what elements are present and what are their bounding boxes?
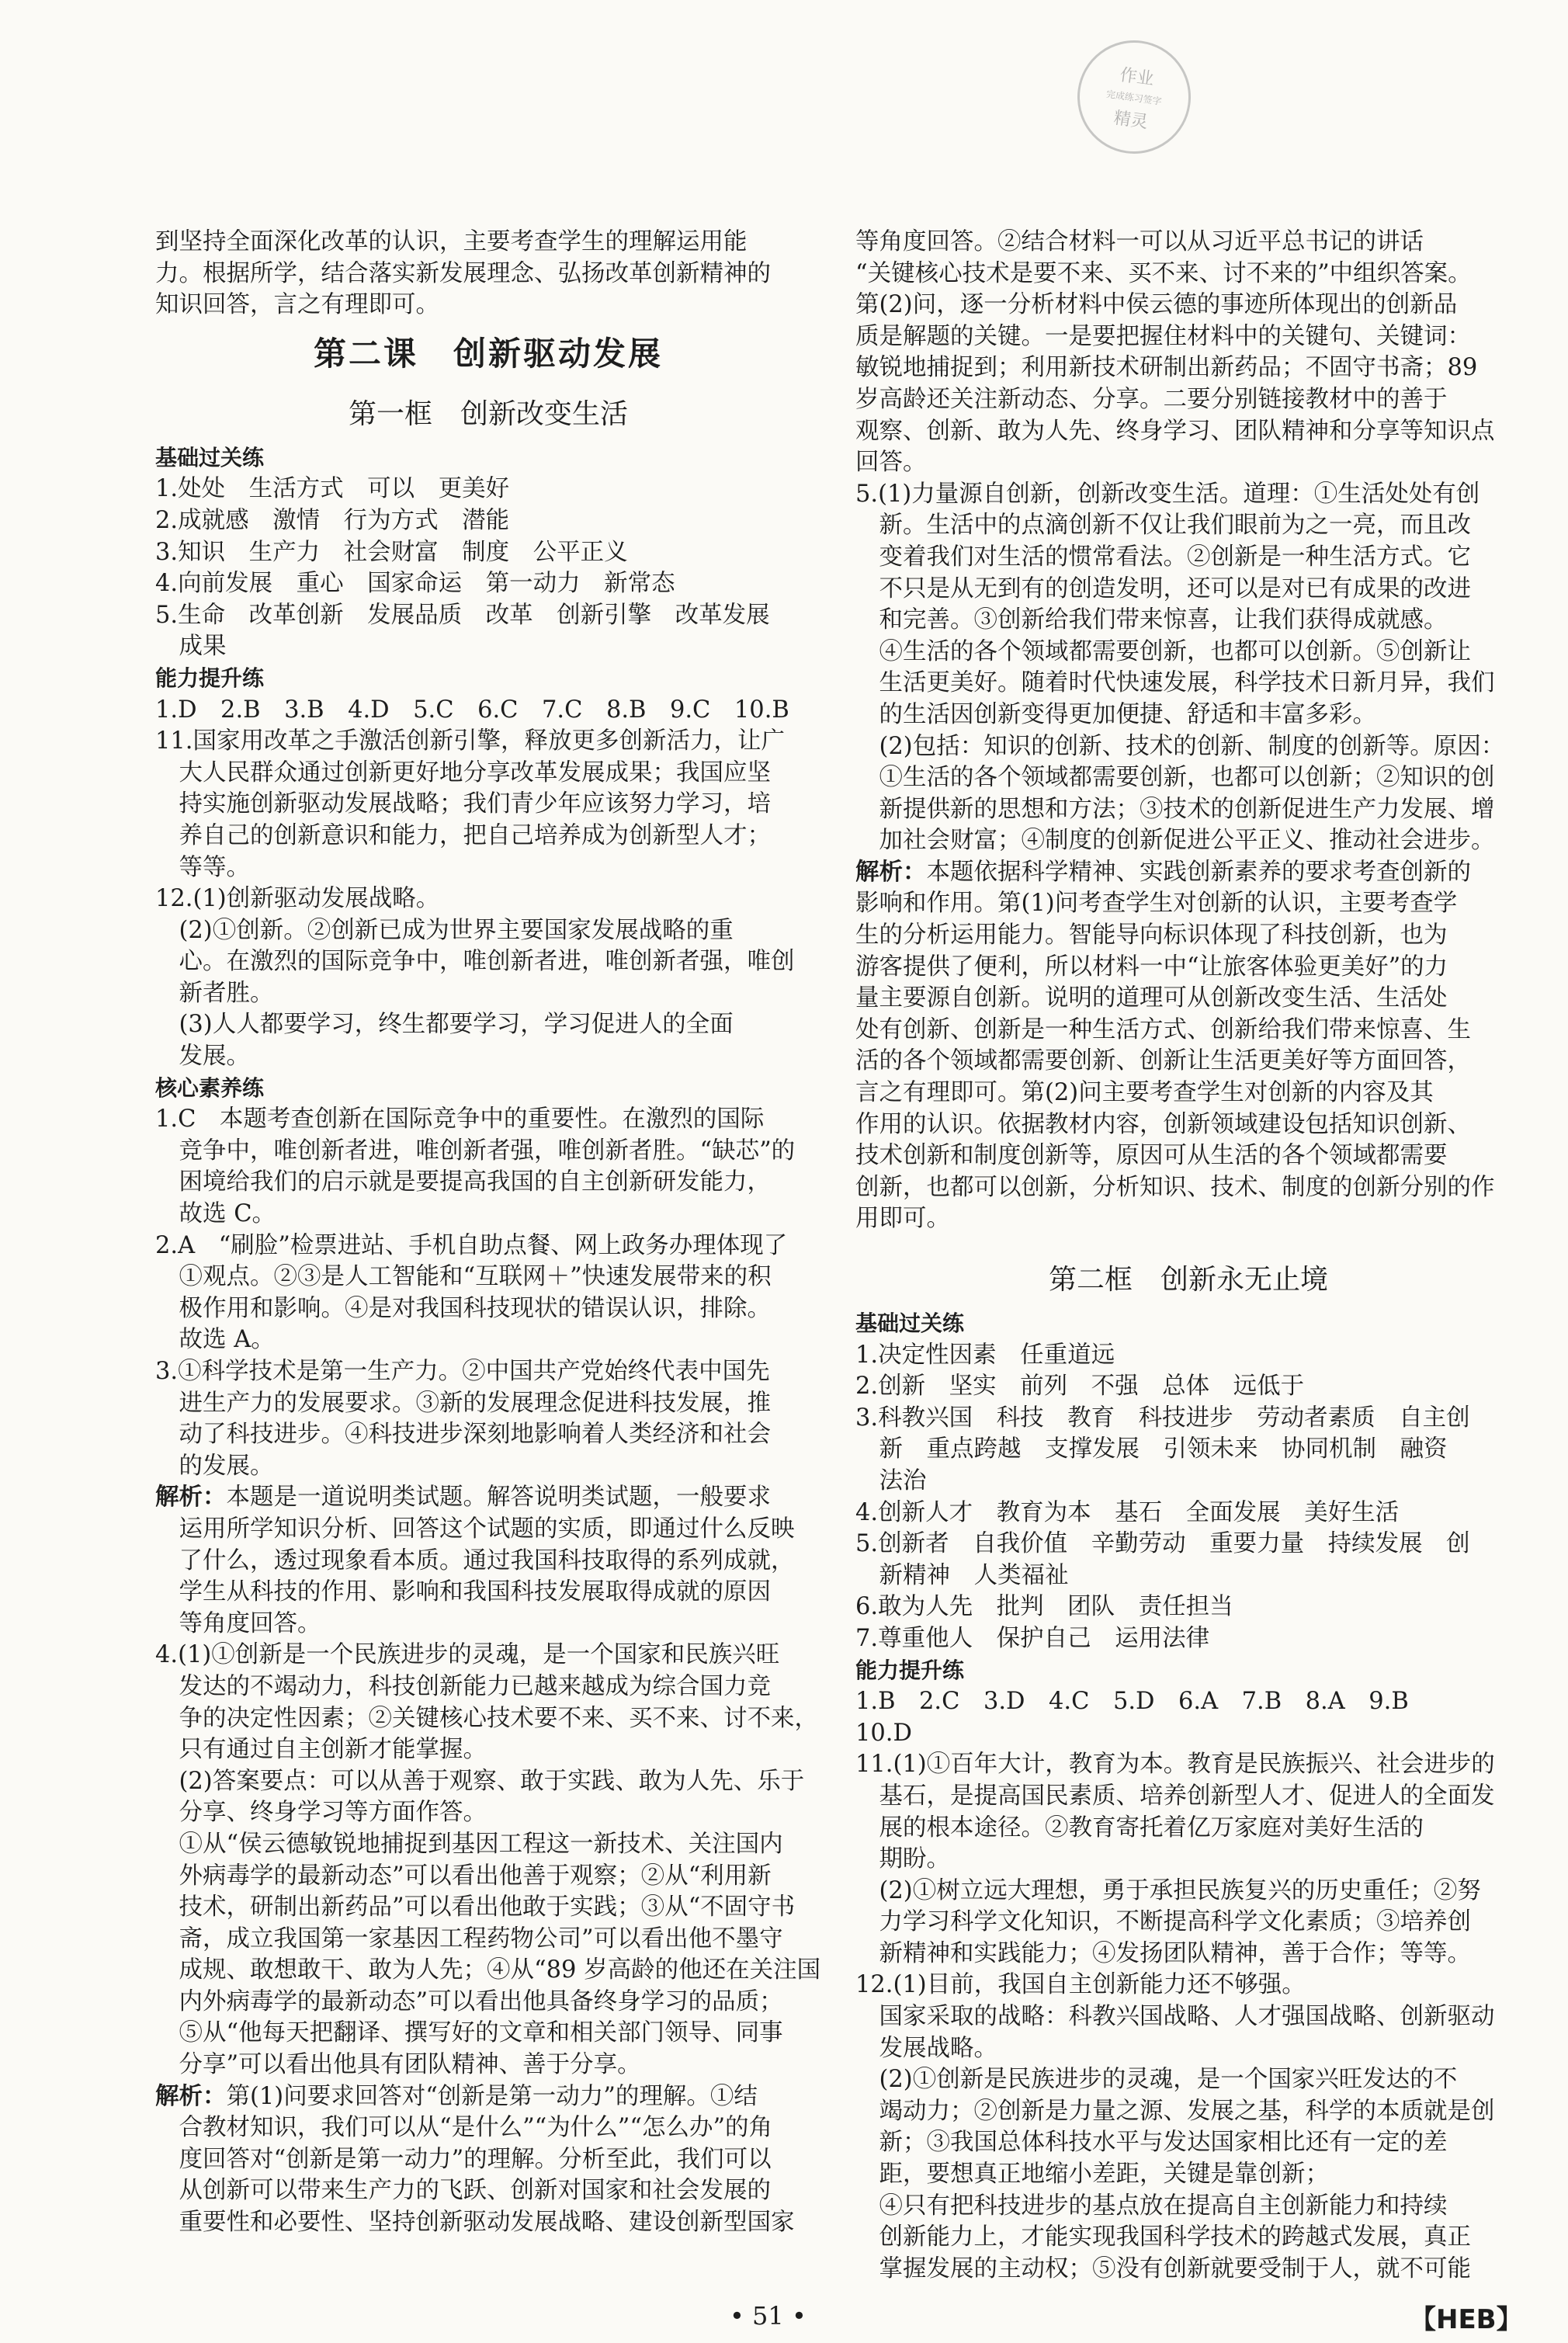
analysis-line: 度回答对“创新是第一动力”的理解。分析至此，我们可以 bbox=[155, 2145, 772, 2173]
answer-line: (2)①树立远大理想，勇于承担民族复兴的历史重任；②努 bbox=[855, 1876, 1481, 1904]
answer-line: 11.(1)①百年大计，教育为本。教育是民族振兴、社会进步的 bbox=[855, 1751, 1495, 1779]
answer-line: 5.生命 改革创新 发展品质 改革 创新引擎 改革发展 bbox=[155, 601, 770, 629]
analysis-label: 解析： bbox=[155, 1484, 227, 1512]
answer-line: 国家采取的战略：科教兴国战略、人才强国战略、创新驱动 bbox=[855, 2003, 1495, 2031]
answer-line: 10.D bbox=[855, 1719, 912, 1747]
answer-line: ⑤从“他每天把翻译、撰写好的文章和相关部门领导、同事 bbox=[155, 2019, 783, 2047]
answer-line: 新精神和实践能力；④发扬团队精神，善于合作；等等。 bbox=[855, 1939, 1471, 1967]
answer-line: 成果 bbox=[155, 633, 227, 661]
answer-line: 技术，研制出新药品”可以看出他敢于实践；③从“不固守书 bbox=[155, 1893, 796, 1921]
analysis-text: 本题是一道说明类试题。解答说明类试题，一般要求 bbox=[226, 1484, 771, 1512]
analysis-line: 等角度回答。 bbox=[155, 1609, 321, 1637]
analysis-line: 技术创新和制度创新等，原因可从生活的各个领域都需要 bbox=[855, 1142, 1448, 1170]
answer-line: 和完善。③创新给我们带来惊喜，让我们获得成就感。 bbox=[855, 606, 1448, 634]
answer-line: 4.(1)①创新是一个民族进步的灵魂，是一个国家和民族兴旺 bbox=[155, 1641, 780, 1669]
answer-line: 期盼。 bbox=[855, 1845, 950, 1873]
answer-line: 竞争中，唯创新者进，唯创新者强，唯创新者胜。“缺芯”的 bbox=[155, 1137, 796, 1165]
answer-line: 6.敢为人先 批判 团队 责任担当 bbox=[855, 1593, 1233, 1621]
section-label-ability: 能力提升练 bbox=[155, 665, 265, 691]
analysis-line: 重要性和必要性、坚持创新驱动发展战略、建设创新型国家 bbox=[155, 2209, 795, 2237]
analysis-line: 生的分析运用能力。智能导向标识体现了科技创新，也为 bbox=[855, 922, 1448, 949]
answer-line: 争的决定性因素；②关键核心技术要不来、买不来、讨不来， bbox=[155, 1704, 818, 1732]
answer-line: ④生活的各个领域都需要创新，也都可以创新。⑤创新让 bbox=[855, 637, 1471, 665]
answer-line: 分享”可以看出他具有团队精神、善于分享。 bbox=[155, 2051, 641, 2079]
answer-line: 斋，成立我国第一家基因工程药物公司”可以看出他不墨守 bbox=[155, 1925, 783, 1952]
answer-line: 4.创新人才 教育为本 基石 全面发展 美好生活 bbox=[855, 1498, 1400, 1526]
answer-line: ①观点。②③是人工智能和“互联网＋”快速发展带来的积 bbox=[155, 1263, 772, 1291]
analysis-line: 影响和作用。第(1)问考查学生对创新的认识，主要考查学 bbox=[855, 890, 1458, 918]
analysis-line: 创新，也都可以创新，分析知识、技术、制度的创新分别的作 bbox=[855, 1173, 1495, 1201]
answer-line: ①生活的各个领域都需要创新，也都可以创新；②知识的创 bbox=[855, 764, 1495, 792]
intro-line: 力。根据所学，结合落实新发展理念、弘扬改革创新精神的 bbox=[155, 259, 771, 287]
intro-line: 知识回答，言之有理即可。 bbox=[155, 291, 439, 319]
section-label-basic: 基础过关练 bbox=[855, 1310, 965, 1336]
analysis-label: 解析： bbox=[855, 858, 927, 886]
answer-line: ①从“侯云德敏锐地捕捉到基因工程这一新技术、关注国内 bbox=[155, 1830, 783, 1858]
answer-line: 故选 C。 bbox=[155, 1200, 276, 1228]
analysis-line: 言之有理即可。第(2)问主要考查学生对创新的内容及其 bbox=[855, 1079, 1434, 1107]
answer-line: 动了科技进步。④科技进步深刻地影响着人类经济和社会 bbox=[155, 1421, 771, 1449]
answer-line: 7.尊重他人 保护自己 运用法律 bbox=[855, 1624, 1210, 1652]
analysis-line: 从创新可以带来生产力的飞跃、创新对国家和社会发展的 bbox=[155, 2177, 771, 2205]
answer-line: 不只是从无到有的创造发明，还可以是对已有成果的改进 bbox=[855, 574, 1471, 602]
answer-line: 成规、敢想敢干、敢为人先；④从“89 岁高龄的他还在关注国 bbox=[155, 1956, 821, 1984]
answer-line: 回答。 bbox=[855, 449, 927, 477]
analysis-line bbox=[155, 2081, 821, 2113]
answer-line: (2)①创新是民族进步的灵魂，是一个国家兴旺发达的不 bbox=[855, 2066, 1458, 2094]
analysis-label: 解析： bbox=[155, 2082, 227, 2110]
analysis-line: 处有创新、创新是一种生活方式、创新给我们带来惊喜、生 bbox=[855, 1015, 1471, 1043]
answer-line: (3)人人都要学习，终生都要学习，学习促进人的全面 bbox=[155, 1011, 734, 1039]
answer-line: 1.决定性因素 任重道远 bbox=[855, 1341, 1115, 1369]
answer-line: 1.C 本题考查创新在国际竞争中的重要性。在激烈的国际 bbox=[155, 1106, 765, 1133]
answer-line: (2)①创新。②创新已成为世界主要国家发展战略的重 bbox=[155, 916, 734, 944]
answer-line: 12.(1)创新驱动发展战略。 bbox=[155, 885, 440, 913]
answer-line: 心。在激烈的国际竞争中，唯创新者进，唯创新者强，唯创 bbox=[155, 948, 795, 976]
answer-line: 发展战略。 bbox=[855, 2034, 997, 2062]
answer-line: 外病毒学的最新动态”可以看出他善于观察；②从“利用新 bbox=[155, 1862, 772, 1890]
stamp-line-3: 精灵 bbox=[1112, 108, 1150, 133]
answer-line: 岁高龄还关注新动态、分享。二要分别链接教材中的善于 bbox=[855, 385, 1448, 413]
answer-line: 只有通过自主创新才能掌握。 bbox=[155, 1736, 487, 1764]
answer-line: 2.成就感 激情 行为方式 潜能 bbox=[155, 506, 510, 534]
answer-line: 大人民群众通过创新更好地分享改革发展成果；我国应坚 bbox=[155, 758, 771, 786]
stamp-line-1: 作业 bbox=[1119, 64, 1156, 89]
answer-line: 的发展。 bbox=[155, 1452, 274, 1480]
answer-line: 故选 A。 bbox=[155, 1326, 275, 1354]
answer-line: 发达的不竭动力，科技创新能力已越来越成为综合国力竞 bbox=[155, 1672, 771, 1700]
answer-line: 11.国家用改革之手激活创新引擎，释放更多创新活力，让广 bbox=[155, 727, 786, 755]
section-title: 第一框 创新改变生活 bbox=[348, 397, 628, 430]
analysis-line: 游客提供了便利，所以材料一中“让旅客体验更美好”的力 bbox=[855, 953, 1448, 981]
answer-line: 展的根本途径。②教育寄托着亿万家庭对美好生活的 bbox=[855, 1814, 1424, 1841]
answer-line: 1.D 2.B 3.B 4.D 5.C 6.C 7.C 8.B 9.C 10.B bbox=[155, 696, 789, 724]
answer-line: 创新能力上，才能实现我国科学技术的跨越式发展，真正 bbox=[855, 2223, 1471, 2251]
answer-line: (2)包括：知识的创新、技术的创新、制度的创新等。原因： bbox=[855, 732, 1505, 760]
answer-line: 等角度回答。②结合材料一可以从习近平总书记的讲话 bbox=[855, 228, 1424, 255]
stamp-line-2: 完成练习签字 bbox=[1105, 88, 1163, 107]
answer-line: 极作用和影响。④是对我国科技现状的错误认识，排除。 bbox=[155, 1294, 771, 1322]
answer-line: 分享、终身学习等方面作答。 bbox=[155, 1799, 487, 1827]
answer-line: 1.处处 生活方式 可以 更美好 bbox=[155, 475, 510, 503]
answer-line: 的生活因创新变得更加便捷、舒适和丰富多彩。 bbox=[855, 700, 1376, 728]
answer-line: 距，要想真正地缩小差距，关键是靠创新； bbox=[855, 2161, 1329, 2189]
answer-line: 3.科教兴国 科技 教育 科技进步 劳动者素质 自主创 bbox=[855, 1404, 1470, 1432]
answer-line: 12.(1)目前，我国自主创新能力还不够强。 bbox=[855, 1971, 1306, 1999]
answer-line: 变着我们对生活的惯常看法。②创新是一种生活方式。它 bbox=[855, 543, 1471, 571]
right-column bbox=[855, 227, 1521, 2285]
answer-line: 掌握发展的主动权；⑤没有创新就要受制于人，就不可能 bbox=[855, 2254, 1471, 2282]
analysis-line: 合教材知识，我们可以从“是什么”“为什么”“怎么办”的角 bbox=[155, 2114, 773, 2142]
answer-line: 5.(1)力量源自创新，创新改变生活。道理：①生活处处有创 bbox=[855, 480, 1480, 508]
answer-line: ④只有把科技进步的基点放在提高自主创新能力和持续 bbox=[855, 2192, 1448, 2220]
answer-line: 3.①科学技术是第一生产力。②中国共产党始终代表中国先 bbox=[155, 1358, 770, 1385]
answer-line: 5.创新者 自我价值 辛勤劳动 重要力量 持续发展 创 bbox=[855, 1530, 1470, 1558]
analysis-text: 本题依据科学精神、实践创新素养的要求考查创新的 bbox=[926, 858, 1471, 886]
answer-line: 进生产力的发展要求。③新的发展理念促进科技发展，推 bbox=[155, 1389, 771, 1417]
answer-line: 困境给我们的启示就是要提高我国的自主创新研发能力， bbox=[155, 1168, 771, 1196]
stamp-seal bbox=[1070, 33, 1199, 161]
analysis-line: 了什么，透过现象看本质。通过我国科技取得的系列成就， bbox=[155, 1546, 795, 1574]
answer-line: 新；③我国总体科技水平与发达国家相比还有一定的差 bbox=[855, 2129, 1448, 2157]
answer-line: 观察、创新、敢为人先、终身学习、团队精神和分享等知识点 bbox=[855, 417, 1495, 445]
answer-line: 持实施创新驱动发展战略；我们青少年应该努力学习，培 bbox=[155, 790, 771, 818]
analysis-line: 活的各个领域都需要创新、创新让生活更美好等方面回答， bbox=[855, 1047, 1471, 1075]
analysis-text: 第(1)问要求回答对“创新是第一动力”的理解。①结 bbox=[226, 2082, 758, 2110]
analysis-line: 量主要源自创新。说明的道理可从创新改变生活、生活处 bbox=[855, 984, 1448, 1012]
analysis-line: 运用所学知识分析、回答这个试题的实质，即通过什么反映 bbox=[155, 1515, 795, 1543]
answer-line: 法治 bbox=[855, 1467, 927, 1494]
answer-line: 发展。 bbox=[155, 1043, 250, 1071]
answer-line: 4.向前发展 重心 国家命运 第一动力 新常态 bbox=[155, 570, 675, 598]
answer-line: 1.B 2.C 3.D 4.C 5.D 6.A 7.B 8.A 9.B bbox=[855, 1688, 1409, 1716]
answer-line: 2.A “刷脸”检票进站、手机自助点餐、网上政务办理体现了 bbox=[155, 1231, 788, 1259]
page-number: • 51 • bbox=[730, 2301, 807, 2331]
answer-line: 等等。 bbox=[155, 853, 250, 881]
answer-line: 内外病毒学的最新动态”可以看出他具备终身学习的品质； bbox=[155, 1987, 783, 2015]
analysis-line bbox=[155, 1482, 821, 1514]
answer-line: 3.知识 生产力 社会财富 制度 公平正义 bbox=[155, 538, 628, 566]
section-label-basic: 基础过关练 bbox=[155, 444, 265, 470]
answer-line: 新。生活中的点滴创新不仅让我们眼前为之一亮，而且改 bbox=[855, 512, 1471, 540]
chapter-title: 第二课 创新驱动发展 bbox=[313, 334, 663, 373]
analysis-line: 用即可。 bbox=[855, 1205, 950, 1233]
section-label-core: 核心素养练 bbox=[155, 1074, 265, 1101]
analysis-line bbox=[855, 857, 1521, 889]
section-title: 第二框 创新永无止境 bbox=[1048, 1264, 1328, 1296]
answer-line: 新 重点跨越 支撑发展 引领未来 协同机制 融资 bbox=[855, 1435, 1448, 1463]
answer-line: 第(2)问，逐一分析材料中侯云德的事迹所体现出的创新品 bbox=[855, 291, 1458, 319]
section-label-ability: 能力提升练 bbox=[855, 1657, 965, 1683]
answer-line: 竭动力；②创新是力量之源、发展之基，科学的本质就是创 bbox=[855, 2097, 1495, 2125]
analysis-line: 学生从科技的作用、影响和我国科技发展取得成就的原因 bbox=[155, 1578, 771, 1606]
answer-line: 新提供新的思想和方法；③技术的创新促进生产力发展、增 bbox=[855, 795, 1495, 823]
answer-line: 敏锐地捕捉到；利用新技术研制出新药品；不固守书斋；89 bbox=[855, 354, 1478, 382]
analysis-line: 作用的认识。依据教材内容，创新领域建设包括知识创新、 bbox=[855, 1110, 1471, 1138]
answer-line: 2.创新 坚实 前列 不强 总体 远低于 bbox=[855, 1373, 1305, 1401]
intro-line: 到坚持全面深化改革的认识，主要考查学生的理解运用能 bbox=[155, 228, 748, 255]
left-column bbox=[155, 227, 821, 2239]
answer-line: “关键核心技术是要不来、买不来、讨不来的”中组织答案。 bbox=[855, 259, 1472, 287]
answer-line: 质是解题的关键。一是要把握住材料中的关键句、关键词： bbox=[855, 322, 1471, 350]
answer-line: 生活更美好。随着时代快速发展，科学技术日新月异，我们 bbox=[855, 669, 1495, 697]
answer-line: (2)答案要点：可以从善于观察、敢于实践、敢为人先、乐于 bbox=[155, 1767, 805, 1795]
answer-line: 新者胜。 bbox=[155, 979, 274, 1007]
answer-line: 养自己的创新意识和能力，把自己培养成为创新型人才； bbox=[155, 821, 771, 849]
book-code: 【HEB】 bbox=[1410, 2304, 1523, 2335]
answer-line: 基石，是提高国民素质、培养创新型人才、促进人的全面发 bbox=[855, 1782, 1495, 1810]
answer-line: 新精神 人类福祉 bbox=[855, 1561, 1069, 1589]
answer-line: 力学习科学文化知识，不断提高科学文化素质；③培养创 bbox=[855, 1908, 1471, 1936]
answer-line: 加社会财富；④制度的创新促进公平正义、推动社会进步。 bbox=[855, 827, 1495, 855]
